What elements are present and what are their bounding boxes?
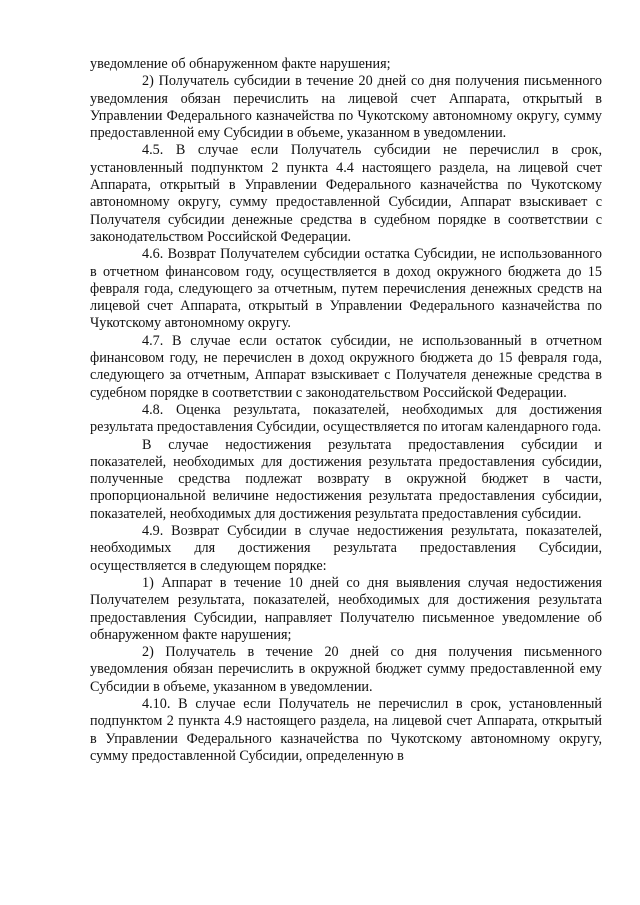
paragraph-4-5: 4.5. В случае если Получатель субсидии не перечислил в срок, установленный подпунктом 2 пункта 4.4 настоящего раздела, на лицевой счет Аппарата, открытый в Управлении Федерального казначейства по Чукотскому автономному округу, сумму предоставленной Субсидии, Аппарат взыскивает с Получателя субсидии денежные средства в судебном порядке в соответствии с законодательством Российской Федерации. xyxy=(90,142,602,245)
paragraph-4-9: 4.9. Возврат Субсидии в случае недостижения результата, показателей, необходимых для достижения результата предоставления Субсидии, осуществляется в следующем порядке: xyxy=(90,523,602,574)
paragraph-4-9-2: 2) Получатель в течение 20 дней со дня получения письменного уведомления обязан перечислить в окружной бюджет сумму предоставленной ему Субсидии в объеме, указанном в уведомлении. xyxy=(90,644,602,695)
paragraph-4-6: 4.6. Возврат Получателем субсидии остатка Субсидии, не использованного в отчетном финансовом году, осуществляется в доход окружного бюджета до 15 февраля года, следующего за отчетным, путем перечисления денежных средств на лицевой счет Аппарата, открытый в Управлении Федерального казначейства по Чукотскому автономному округу. xyxy=(90,246,602,332)
paragraph-4-8-failure: В случае недостижения результата предоставления субсидии и показателей, необходимых для достижения результата предоставления субсидии, полученные средства подлежат возврату в окружной бюджет в части, пропорциональной величине недостижения результата предоставления субсидии, показателей, необходимых для достижения результата предоставления субсидии. xyxy=(90,436,602,522)
paragraph-4-9-1: 1) Аппарат в течение 10 дней со дня выявления случая недостижения Получателем результата, показателей, необходимых для достижения результата предоставления Субсидии, направляет Получателю письменное уведомление об обнаруженном факте нарушения; xyxy=(90,574,602,643)
paragraph-continuation: уведомление об обнаруженном факте нарушения; xyxy=(90,56,391,72)
paragraph-4-10: 4.10. В случае если Получатель не перечислил в срок, установленный подпунктом 2 пункта 4.9 настоящего раздела, на лицевой счет Аппарата, открытый в Управлении Федерального казначейства по Чукотскому автономному округу, сумму предоставленной Субсидии, определенную в xyxy=(90,695,602,764)
paragraph-4-4-2: 2) Получатель субсидии в течение 20 дней со дня получения письменного уведомления обязан перечислить на лицевой счет Аппарата, открытый в Управлении Федерального казначейства по Чукотскому автономному округу, сумму предоставленной ему Субсидии в объеме, указанном в уведомлении. xyxy=(90,73,602,142)
paragraph-4-7: 4.7. В случае если остаток субсидии, не использованный в отчетном финансовом году, не перечислен в доход окружного бюджета до 15 февраля года, следующего за отчетным, Аппарат взыскивает с Получателя денежные средства в судебном порядке в соответствии с законодательством Российской Федерации. xyxy=(90,332,602,401)
paragraph-4-8: 4.8. Оценка результата, показателей, необходимых для достижения результата предоставления Субсидии, осуществляется по итогам календарного года. xyxy=(90,401,602,436)
document-page xyxy=(90,56,602,765)
